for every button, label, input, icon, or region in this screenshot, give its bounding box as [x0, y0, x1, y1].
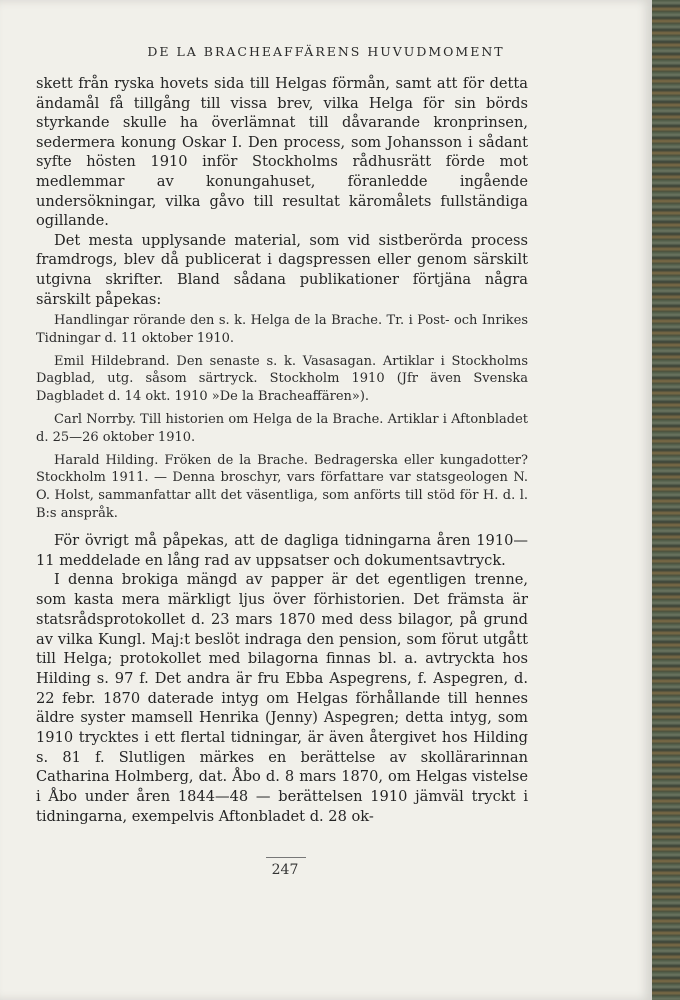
body-text-bottom [36, 531, 528, 827]
footer-rule [266, 857, 306, 858]
reference-item: Handlingar rörande den s. k. Helga de la Brache. Tr. i Post- och Inrikes Tidningar d. 11 oktober 1910. [36, 313, 528, 346]
body-text-top [36, 74, 528, 309]
reference-list [36, 312, 528, 528]
book-cover-edge [652, 0, 680, 1000]
paragraph: I denna brokiga mängd av papper är det egentligen trenne, som kasta mera märkligt ljus över förhistorien. Det främsta är statsrådsprotokollet d. 23 mars 1870 med dess bilagor, på grund av vilka Kungl. Maj:t beslöt indraga den pension, som förut utgått till Helga; protokollet med bilagorna finnas bl. a. avtryckta hos Hilding s. 97 f. Det andra är fru Ebba Aspegrens, f. Aspegren, d. 22 febr. 1870 daterade intyg om Helgas förhållande till hennes äldre syster mamsell Henrika (Jenny) Aspegren; detta intyg, som 1910 trycktes i ett flertal tidningar, är även återgivet hos Hilding s. 81 f. Slutligen märkes en berättelse av skollärarinnan Catharina Holmberg, dat. Åbo d. 8 mars 1870, om Helgas vistelse i Åbo under åren 1844—48 — berättelsen 1910 jämväl tryckt i tidningarna, exempelvis Aftonbladet d. 28 ok- [36, 571, 528, 825]
running-head: DE LA BRACHEAFFÄRENS HUVUDMOMENT [147, 44, 505, 59]
reference-item: Harald Hilding. Fröken de la Brache. Bedragerska eller kungadotter? Stockholm 1911. — Denna broschyr, vars författare var statsgeologen N. O. Holst, sammanfattar allt det väsentliga, som anförts till stöd för H. d. l. B:s anspråk. [36, 452, 528, 521]
reference-item: Emil Hildebrand. Den senaste s. k. Vasasagan. Artiklar i Stockholms Dagblad, utg. såsom särtryck. Stockholm 1910 (Jfr även Svenska Dagbladet d. 14 okt. 1910 »De la Bracheaffären»). [36, 353, 528, 405]
reference-item: Carl Norrby. Till historien om Helga de la Brache. Artiklar i Aftonbladet d. 25—26 oktober 1910. [36, 411, 528, 445]
paragraph: Det mesta upplysande material, som vid sistberörda process framdrogs, blev då publicerat i dagspressen eller genom särskilt utgivna skrifter. Bland sådana publikationer förtjäna några särskilt påpekas: [36, 231, 528, 308]
paragraph-continued: skett från ryska hovets sida till Helgas förmån, samt att för detta ändamål få tillgång till vissa brev, vilka Helga för sin börds styrkande skulle ha överlämnat till dåvarande kronprinsen, sedermera konung Oskar I. Den process, som Johansson i sådant syfte hösten 1910 inför Stockholms rådhusrätt förde mot medlemmar av konungahuset, föranledde ingående undersökningar, vilka gåvo till resultat käromålets fullständiga ogillande. [36, 75, 528, 230]
paragraph: För övrigt må påpekas, att de dagliga tidningarna åren 1910—11 meddelade en lång rad av uppsatser och dokumentsavtryck. [36, 532, 528, 569]
page-number: 247 [271, 862, 299, 878]
